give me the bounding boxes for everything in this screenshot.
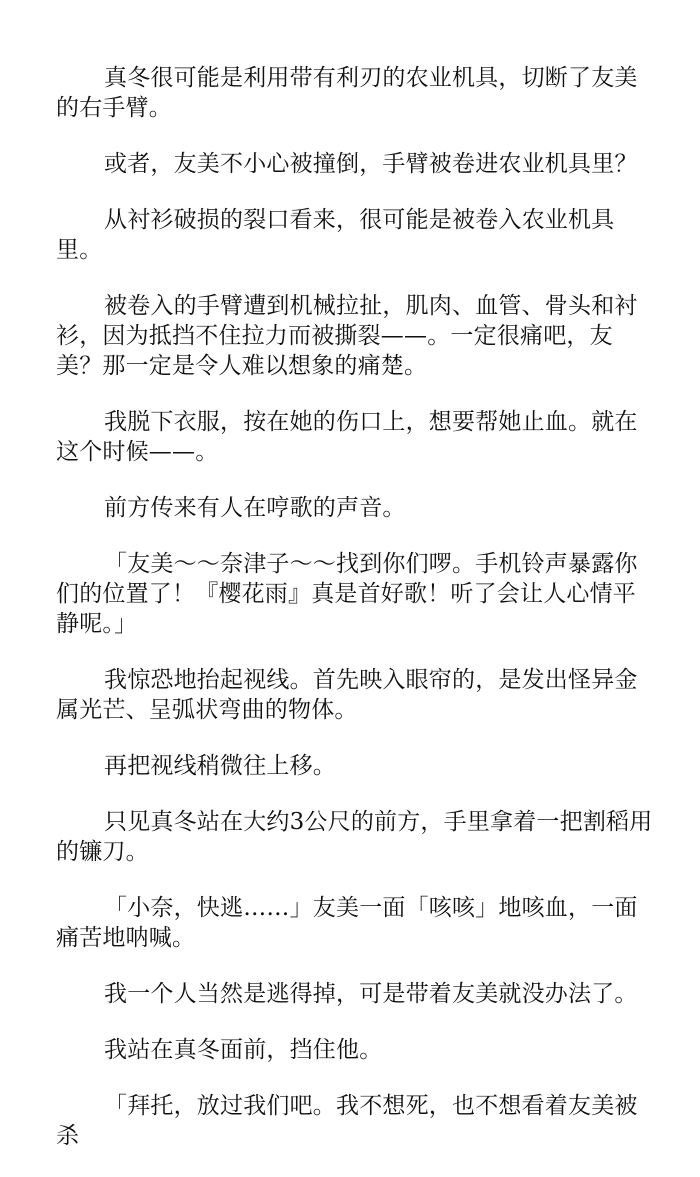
paragraph: 再把视线稍微往上移。 [104,753,336,779]
paragraph: 我站在真冬面前，挡住他。 [104,1037,383,1063]
paragraph: 真冬很可能是利用带有利刃的农业机具，切断了友美的右手臂。 [56,65,638,121]
paragraph: 我脱下衣服，按在她的伤口上，想要帮她止血。就在这个时候——。 [56,409,638,465]
paragraph: 「小奈，快逃……」友美一面「咳咳」地咳血，一面痛苦地呐喊。 [56,895,638,951]
paragraph: 我一个人当然是逃得掉，可是带着友美就没办法了。 [104,981,638,1007]
paragraph: 「拜托，放过我们吧。我不想死，也不想看着友美被杀 [56,1093,638,1149]
paragraph: 只见真冬站在大约3公尺的前方，手里拿着一把割稻用的镰刀。 [56,809,653,865]
paragraph: 前方传来有人在哼歌的声音。 [104,495,406,521]
paragraph: 我惊恐地抬起视线。首先映入眼帘的，是发出怪异金属光芒、呈弧状弯曲的物体。 [56,667,638,723]
page-body [56,63,656,1177]
paragraph: 被卷入的手臂遭到机械拉扯，肌肉、血管、骨头和衬衫，因为抵挡不住拉力而被撕裂——。一定很痛吧，友美？那一定是令人难以想象的痛楚。 [56,293,638,379]
paragraph: 或者，友美不小心被撞倒，手臂被卷进农业机具里？ [104,151,638,177]
paragraph: 「友美～～奈津子～～找到你们啰。手机铃声暴露你们的位置了！『樱花雨』真是首好歌！听了会让人心情平静呢。」 [56,551,638,637]
paragraph: 从衬衫破损的裂口看来，很可能是被卷入农业机具里。 [56,207,615,263]
